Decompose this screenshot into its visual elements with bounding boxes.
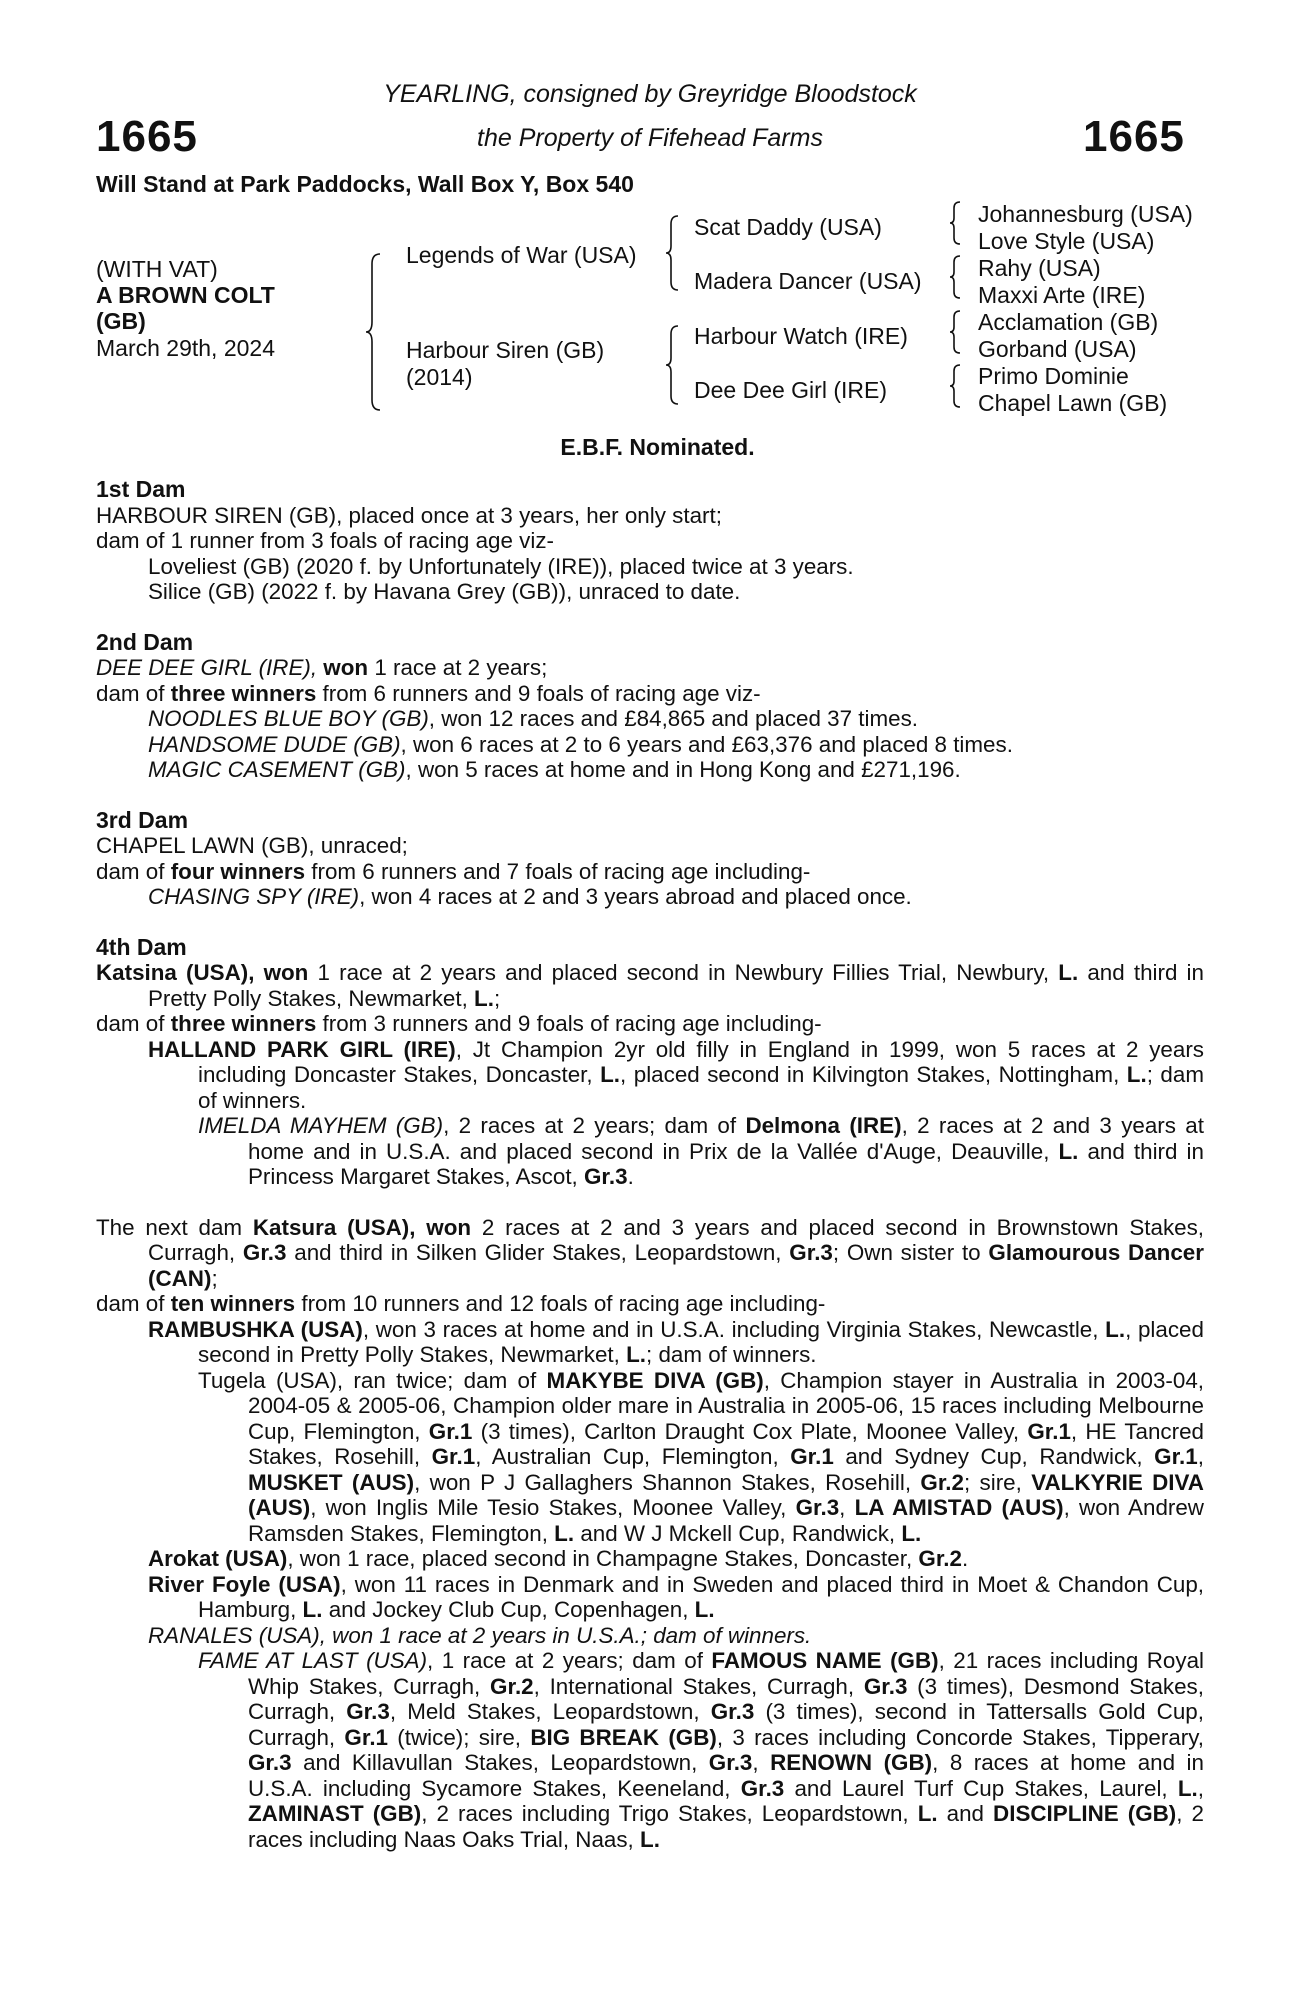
second-dam-heading: 2nd Dam <box>96 628 194 655</box>
horse-description: A BROWN COLT <box>96 282 275 308</box>
first-dam-summary: dam of 1 runner from 3 foals of racing age viz- <box>96 528 554 553</box>
fourth-dam-heading: 4th Dam <box>96 933 187 960</box>
first-dam-line: HARBOUR SIREN (GB), placed once at 3 years, her only start; <box>96 502 722 528</box>
pedigree-bracket-dam <box>666 324 686 406</box>
dam-year: (2014) <box>406 364 473 390</box>
first-dam-section <box>96 477 1204 605</box>
produce-line: HANDSOME DUDE (GB), won 6 races at 2 to 6 years and £63,376 and placed 8 times. <box>148 731 1013 757</box>
horse-origin: (GB) <box>96 308 146 334</box>
ggp-1: Johannesburg (USA) <box>978 201 1193 227</box>
produce-line: Loveliest (GB) (2020 f. by Unfortunately (IRE)), placed twice at 3 years. <box>148 553 854 579</box>
third-dam-heading: 3rd Dam <box>96 806 189 833</box>
produce-line: Tugela (USA), ran twice; dam of MAKYBE DIVA (GB), Champion stayer in Australia in 2003-04, 2004-05 & 2005-06, Champion older mare in Australia in 2005-06, 15 races including Melbourne Cup, Flemington, Gr.1 (3 times), Carlton Draught Cox Plate, Moonee Valley, Gr.1, HE Tancred Stakes, Rosehill, Gr.1, Australian Cup, Flemington, Gr.1 and Sydney Cup, Randwick, Gr.1, MUSKET (AUS), won P J Gallaghers Shannon Stakes, Rosehill, Gr.2; sire, VALKYRIE DIVA (AUS), won Inglis Mile Tesio Stakes, Moonee Valley, Gr.3, LA AMISTAD (AUS), won Andrew Ramsden Stakes, Flemington, L. and W J Mckell Cup, Randwick, L. <box>198 1367 1204 1546</box>
vat-note: (WITH VAT) <box>96 256 218 282</box>
pedigree-bracket-g1 <box>950 200 966 246</box>
stand-location: Will Stand at Park Paddocks, Wall Box Y, Box 540 <box>96 171 634 197</box>
produce-line: NOODLES BLUE BOY (GB), won 12 races and £84,865 and placed 37 times. <box>148 706 918 731</box>
dam-sire: Harbour Watch (IRE) <box>694 323 908 349</box>
produce-line: HALLAND PARK GIRL (IRE), Jt Champion 2yr old filly in England in 1999, won 5 races at 2 years including Doncaster Stakes, Doncaster, L., placed second in Kilvington Stakes, Nottingham, L.; dam of winners. <box>148 1036 1204 1113</box>
ggp-5: Acclamation (GB) <box>978 309 1159 335</box>
sire: Legends of War (USA) <box>406 242 637 268</box>
pedigree-bracket-g3 <box>950 309 966 355</box>
produce-line: CHASING SPY (IRE), won 4 races at 2 and 3 years abroad and placed once. <box>148 884 912 909</box>
lot-number-right: 1665 <box>1083 112 1185 161</box>
ggp-8: Chapel Lawn (GB) <box>978 390 1168 416</box>
produce-line: Arokat (USA), won 1 race, placed second in Champagne Stakes, Doncaster, Gr.2. <box>148 1546 969 1571</box>
next-dam-summary: dam of ten winners from 10 runners and 12 foals of racing age including- <box>96 1291 826 1316</box>
produce-line: River Foyle (USA), won 11 races in Denmark and in Sweden and placed third in Moet & Chandon Cup, Hamburg, L. and Jockey Club Cup, Copenhagen, L. <box>148 1571 1205 1622</box>
third-dam-section <box>96 808 1204 910</box>
fourth-dam-line: Katsina (USA), won 1 race at 2 years and placed second in Newbury Fillies Trial, Newbury, L. and third in Pretty Polly Stakes, Newmarket, L.; <box>96 960 1204 1011</box>
foaling-date: March 29th, 2024 <box>96 335 276 361</box>
produce-line: FAME AT LAST (USA), 1 race at 2 years; dam of FAMOUS NAME (GB), 21 races including Royal Whip Stakes, Curragh, Gr.2, International Stakes, Curragh, Gr.3 (3 times), Desmond Stakes, Curragh, Gr.3, Meld Stakes, Leopardstown, Gr.3 (3 times), second in Tattersalls Gold Cup, Curragh, Gr.1 (twice); sire, BIG BREAK (GB), 3 races including Concorde Stakes, Tipperary, Gr.3 and Killavullan Stakes, Leopardstown, Gr.3, RENOWN (GB), 8 races at home and in U.S.A. including Sycamore Stakes, Keeneland, Gr.3 and Laurel Turf Cup Stakes, Laurel, L., ZAMINAST (GB), 2 races including Trigo Stakes, Leopardstown, L. and DISCIPLINE (GB), 2 races including Naas Oaks Trial, Naas, L. <box>198 1648 1205 1852</box>
consignor-line: YEARLING, consigned by Greyridge Bloodstock <box>383 80 917 108</box>
pedigree-bracket-g2 <box>950 254 966 300</box>
produce-line: RANALES (USA), won 1 race at 2 years in U.S.A.; dam of winners. <box>148 1622 812 1648</box>
ebf-nominated: E.B.F. Nominated. <box>560 434 755 460</box>
sire-sire: Scat Daddy (USA) <box>694 214 882 240</box>
first-dam-heading: 1st Dam <box>96 476 186 502</box>
produce-line: MAGIC CASEMENT (GB), won 5 races at home and in Hong Kong and £271,196. <box>148 757 961 782</box>
produce-line: RAMBUSHKA (USA), won 3 races at home and in U.S.A. including Virginia Stakes, Newcastle, L., placed second in Pretty Polly Stakes, Newmarket, L.; dam of winners. <box>148 1316 1204 1367</box>
ggp-4: Maxxi Arte (IRE) <box>978 282 1146 308</box>
next-dam-line: The next dam Katsura (USA), won 2 races at 2 and 3 years and placed second in Brownstown Stakes, Curragh, Gr.3 and third in Silken Glider Stakes, Leopardstown, Gr.3; Own sister to Glamourous Dancer (CAN); <box>96 1214 1205 1291</box>
ggp-6: Gorband (USA) <box>978 336 1137 362</box>
pedigree-bracket-sire <box>666 214 686 292</box>
pedigree-bracket-g4 <box>950 363 966 409</box>
lot-number-left: 1665 <box>96 112 198 161</box>
ggp-7: Primo Dominie <box>978 363 1129 389</box>
dam-dam: Dee Dee Girl (IRE) <box>694 377 887 403</box>
fourth-dam-section <box>96 935 1204 1190</box>
second-dam-summary: dam of three winners from 6 runners and 9 foals of racing age viz- <box>96 680 761 706</box>
third-dam-line: CHAPEL LAWN (GB), unraced; <box>96 833 408 858</box>
ggp-2: Love Style (USA) <box>978 228 1155 254</box>
third-dam-summary: dam of four winners from 6 runners and 7 foals of racing age including- <box>96 858 811 884</box>
property-line: the Property of Fifehead Farms <box>477 124 823 152</box>
pedigree-bracket-main <box>366 252 386 412</box>
sire-dam: Madera Dancer (USA) <box>694 268 922 294</box>
produce-record <box>96 477 1204 1852</box>
second-dam-section <box>96 630 1204 783</box>
ggp-3: Rahy (USA) <box>978 255 1101 281</box>
fourth-dam-summary: dam of three winners from 3 runners and 9 foals of racing age including- <box>96 1011 822 1036</box>
next-dam-section <box>96 1215 1204 1853</box>
second-dam-line: DEE DEE GIRL (IRE), won 1 race at 2 years; <box>96 655 548 680</box>
produce-line: IMELDA MAYHEM (GB), 2 races at 2 years; dam of Delmona (IRE), 2 races at 2 and 3 years at home and in U.S.A. and placed second in Prix de la Vallée d'Auge, Deauville, L. and third in Princess Margaret Stakes, Ascot, Gr.3. <box>198 1113 1204 1189</box>
dam: Harbour Siren (GB) <box>406 337 605 363</box>
produce-line: Silice (GB) (2022 f. by Havana Grey (GB)), unraced to date. <box>148 579 741 604</box>
